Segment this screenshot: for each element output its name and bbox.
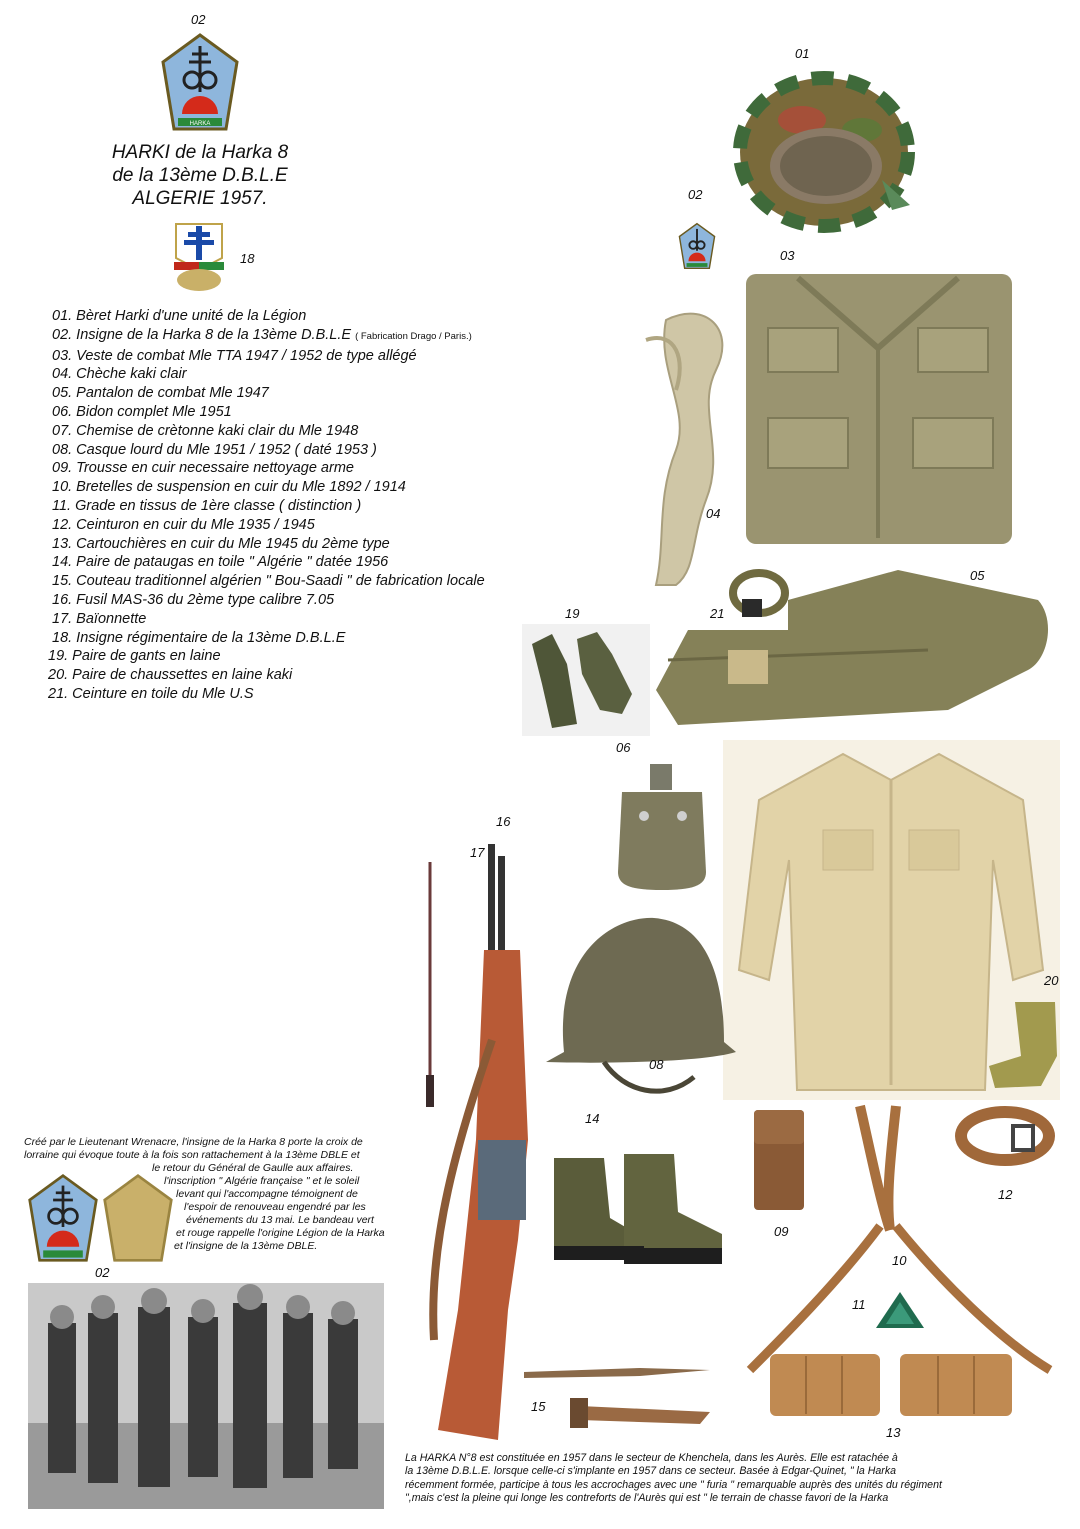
number-02-top: 02 (191, 12, 206, 27)
list-item: 18. Insigne régimentaire de la 13ème D.B.L.E (52, 629, 346, 646)
cartridge-pouches-image (768, 1350, 1018, 1420)
caption-line: l'inscription " Algérie française " et le soleil (164, 1175, 360, 1187)
list-item: 20. Paire de chaussettes en laine kaki (48, 667, 293, 684)
number-21: 21 (710, 606, 725, 621)
list-item: 21. Ceinture en toile du Mle U.S (48, 685, 254, 702)
number-19: 19 (565, 606, 580, 621)
list-item: 05. Pantalon de combat Mle 1947 (52, 385, 269, 402)
caption-line: et rouge rappelle l'origine Légion de la Harka (176, 1227, 385, 1239)
list-item: 06. Bidon complet Mle 1951 (52, 403, 232, 420)
item02-note: ( Fabrication Drago / Paris.) (355, 330, 472, 342)
caption-line: levant qui l'accompagne témoignent de (176, 1188, 358, 1200)
list-item: 16. Fusil MAS-36 du 2ème type calibre 7.05 (52, 591, 335, 608)
harka-badge-bottom (27, 1172, 99, 1264)
number-10: 10 (892, 1253, 907, 1268)
caption-line: Créé par le Lieutenant Wrenacre, l'insigne de la Harka 8 porte la croix de (24, 1136, 363, 1148)
title-line-2: de la 13ème D.B.L.E (112, 165, 288, 186)
number-20: 20 (1044, 973, 1059, 988)
number-14: 14 (585, 1111, 600, 1126)
number-09: 09 (774, 1224, 789, 1239)
list-item: 14. Paire de pataugas en toile " Algérie " datée 1956 (52, 554, 389, 571)
caption-line: événements du 13 mai. Le bandeau vert (186, 1214, 374, 1226)
list-item: 09. Trousse en cuir necessaire nettoyage arme (52, 460, 354, 477)
number-12: 12 (998, 1187, 1013, 1202)
helmet-image (544, 912, 738, 1102)
harka-badge-small (678, 222, 716, 270)
number-05: 05 (970, 568, 985, 583)
badge-label: HARKA (189, 121, 211, 127)
number-08: 08 (649, 1057, 664, 1072)
knife-image (520, 1358, 720, 1438)
list-item: 12. Ceinturon en cuir du Mle 1935 / 1945 (52, 516, 315, 533)
list-item: 04. Chèche kaki clair (52, 366, 187, 383)
item-list (48, 307, 572, 704)
list-item: 03. Veste de combat Mle TTA 1947 / 1952 de type allégé (52, 347, 417, 364)
number-06: 06 (616, 740, 631, 755)
history-line: récemment formée, participe à tous les accrochages avec une " furia " remarquable auprès des unités du régiment (405, 1478, 942, 1491)
history-line: la 13ème D.B.L.E. lorsque celle-ci s'implante en 1957 dans ce secteur. Basée à Edgar-Quinet, " la Harka (405, 1465, 897, 1478)
list-item: 11. Grade en tissus de 1ère classe ( distinction ) (52, 497, 362, 514)
web-belt-image (728, 567, 790, 625)
combat-jacket-image (738, 268, 1020, 550)
number-04: 04 (706, 506, 721, 521)
number-18: 18 (240, 251, 255, 266)
trousers-image (648, 560, 1058, 735)
rank-chevron-image (872, 1288, 928, 1334)
page-title (70, 141, 330, 210)
harka-badge-top (160, 32, 240, 132)
caption-line: le retour du Général de Gaulle aux affaires. (152, 1162, 354, 1174)
list-item: 17. Baïonnette (52, 610, 147, 627)
number-13: 13 (886, 1425, 901, 1440)
regimental-badge (170, 218, 228, 294)
list-item: 01. Bèret Harki d'une unité de la Légion (52, 308, 307, 324)
list-item: 08. Casque lourd du Mle 1951 / 1952 ( daté 1953 ) (52, 441, 377, 458)
number-17: 17 (470, 845, 485, 860)
list-item: 07. Chemise de crètonne kaki clair du Mle 1948 (52, 422, 359, 439)
beret-image (732, 70, 917, 235)
group-photo (28, 1283, 384, 1509)
list-item: 19. Paire de gants en laine (48, 648, 221, 665)
list-item: 13. Cartouchières en cuir du Mle 1945 du 2ème type (52, 535, 390, 552)
boots-image (544, 1148, 728, 1268)
title-line-3: ALGERIE 1957. (132, 188, 268, 209)
list-item: 10. Bretelles de suspension en cuir du Mle 1892 / 1914 (52, 479, 406, 496)
canteen-image (612, 762, 712, 892)
list-item: 15. Couteau traditionnel algérien " Bou-Saadi " de fabrication locale (52, 573, 485, 590)
history-line: ",mais c'est la pleine qui longe les contreforts de l'Aurès qui est " le terrain de chasse favori de la Harka (405, 1492, 889, 1505)
caption-line: et l'insigne de la 13ème DBLE. (174, 1240, 318, 1252)
number-11: 11 (852, 1297, 866, 1312)
number-16: 16 (496, 814, 511, 829)
number-01: 01 (795, 46, 810, 61)
scarf-image (636, 300, 746, 590)
number-02-small: 02 (688, 187, 703, 202)
number-15: 15 (531, 1399, 546, 1414)
gloves-image (522, 624, 650, 736)
history-line: La HARKA N°8 est constituée en 1957 dans le secteur de Khenchela, dans les Aurès. Elle est ratachée à (405, 1452, 898, 1464)
list-item: 02. Insigne de la Harka 8 de la 13ème D.B.L.E ( Fabrication Drago / Paris.) (52, 326, 472, 343)
harka-history-text (405, 1452, 1045, 1506)
caption-line: l'espoir de renouveau engendré par les (184, 1201, 366, 1213)
badge-reverse (102, 1172, 174, 1264)
number-02-bottom: 02 (95, 1265, 110, 1280)
number-03: 03 (780, 248, 795, 263)
title-line-1: HARKI de la Harka 8 (111, 142, 289, 163)
caption-line: lorraine qui évoque toute à la fois son rattachement à la 13ème DBLE et (24, 1149, 360, 1161)
socks-image (985, 996, 1063, 1092)
